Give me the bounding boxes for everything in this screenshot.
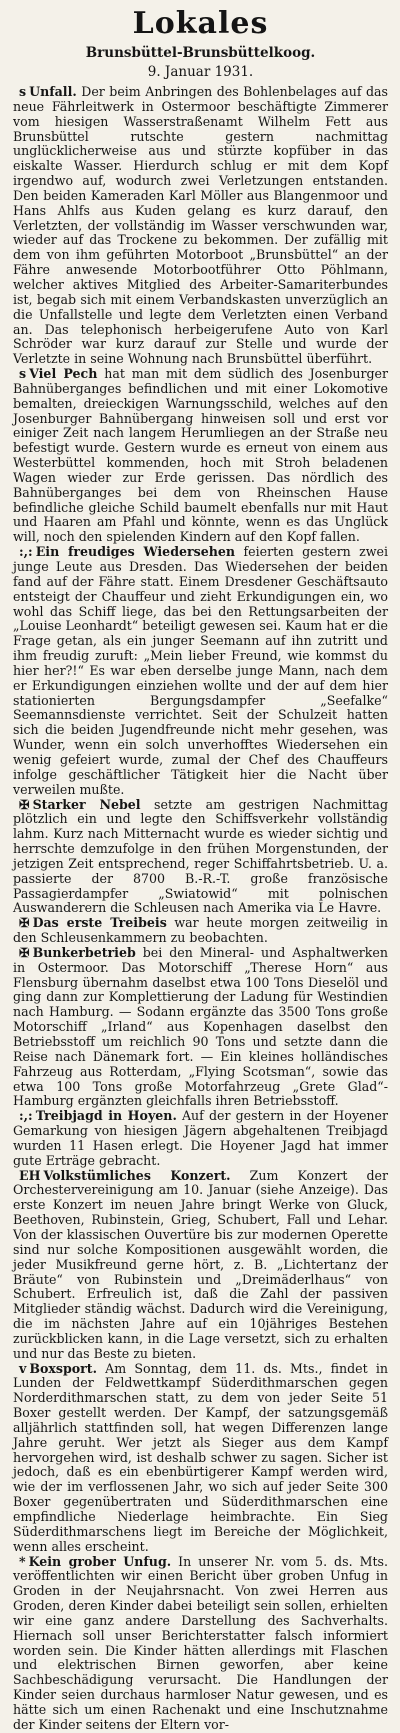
article-headline: Boxsport. <box>29 1360 98 1376</box>
article-marker: * <box>19 1553 26 1569</box>
article-viel-pech <box>13 367 388 545</box>
article-headline: Viel Pech <box>29 366 98 382</box>
article-konzert <box>13 1169 388 1362</box>
article-marker: v <box>19 1360 27 1376</box>
article-body: Am Sonntag, dem 11. ds. Mts., findet in Lunden der Feldwettkampf Süderdithmarschen gegen Norderdithmarschen statt, zu dem von jeder Seite 51 Boxer gestellt werden. Der Kampf, der satzungsgemäß alljährlich stattfinden soll, hat wegen Differenzen lange Jahre geruht. Wer jetzt als Sieger aus dem Kampf hervorgehen wird, ist deshalb schwer zu sagen. Sicher ist jedoch, daß es ein ebenbürtigerer Kampf werden wird, wie der im verflossenen Jahr, wo sich auf jeder Seite 300 Boxer gegenübertraten und Süderdithmarschen eine empfindliche Niederlage heimbrachte. Ein Sieg Süderdithmarschens liegt im Bereiche der Möglichkeit, wenn alles erscheint. <box>13 1360 388 1554</box>
article-body: setzte am gestrigen Nachmittag plötzlich ein und legte den Schiffsverkehr vollständig lahm. Kurz nach Mitternacht wurde es wieder sichtig und herrschte demzufolge in den frühen Morgenstunden, der jetzigen Zeit entsprechend, reger Schiffahrtsbetrieb. U. a. passierte der 8700 B.-R.-T. große französische Passagierdampfer „Swiatowid“ mit polnischen Auswanderern die Schleusen nach Amerika via Le Havre. <box>13 796 389 916</box>
article-body: bei den Mineral- und Asphaltwerken in Ostermoor. Das Motorschiff „Therese Horn“ aus Flensburg übernahm daselbst etwa 100 Tons Dieselöl und ging dann zur Komplettierung der Ladung für Westindien nach Hamburg. — Sodann ergänzte das 3500 Tons große Motorschiff „Irland“ aus Kopenhagen daselbst den Betriebsstoff um reichlich 90 Tons und setzte dann die Reise nach Dänemark fort. — Ein kleines holländisches Fahrzeug aus Rotterdam, „Flying Scotsman“, sowie das etwa 100 Tons große Motorfahrzeug „Grete Glad“-Hamburg ergänzten gleichfalls ihren Betriebsstoff. <box>13 944 388 1109</box>
article-unfall <box>13 85 388 367</box>
article-bunkerbetrieb <box>13 946 388 1109</box>
article-wiedersehen <box>13 545 388 797</box>
article-headline: Treibjagd in Hoyen. <box>35 1108 177 1124</box>
dateline: Brunsbüttel-Brunsbüttelkoog. <box>85 45 316 61</box>
article-body: Zum Konzert der Orchestervereinigung am 10. Januar (siehe Anzeige). Das erste Konzert im neuen Jahre bringt Werke von Gluck, Beethoven, Rubinstein, Grieg, Schubert, Fall und Lehar. Von der klassischen Ouvertüre bis zur modernen Operette sind nur solche Kompositionen ausgewählt worden, die jeder Musikfreund gerne hört, z. B. „Lichtertanz der Bräute“ von Rubinstein und „Dreimäderlhaus“ von Schubert. Erfreulich ist, daß die Zahl der passiven Mitglieder ständig wächst. Dadurch wird die Vereinigung, die im nächsten Jahre auf ein 10jähriges Bestehen zurückblicken kann, in die Lage versetzt, sich zu erhalten und nur das Beste zu bieten. <box>13 1167 388 1361</box>
article-body: feierten gestern zwei junge Leute aus Dresden. Das Wiedersehen der beiden fand auf der Fähre statt. Einem Dresdener Geschäftsauto entsteigt der Chauffeur und zieht Erkundigungen ein, wo wohl das Schiff liege, das bei den Rettungsarbeiten der „Louise Leonhardt“ beteiligt gewesen sei. Kaum hat er die Frage getan, als ein junger Seemann auf ihn zutritt und ihm freudig zuruft: „Mein lieber Freund, wie kommst du hier her?!“ Es war eben derselbe junge Mann, nach dem er Erkundigungen einziehen wollte und der auf dem hier stationierten Bergungsdampfer „Seefalke“ Seemannsdienste verrichtet. Seit der Schulzeit hatten sich die beiden Jugendfreunde nicht mehr gesehen, was Wunder, wenn ein solch unverhofftes Wiedersehen ein wenig gefeiert wurde, zumal der Chef des Chauffeurs infolge geschäftlicher Tätigkeit hier die Nacht über verweilen mußte. <box>13 544 388 797</box>
article-body: hat man mit dem südlich des Josenburger Bahnüberganges befindlichen und mit einer Lokomotive bemalten, dreieckigen Warnungsschild, welches auf den Josenburger Bahnübergang hinweisen soll und erst vor einiger Zeit nach langem Herumliegen an der Straße neu befestigt wurde. Gestern wurde es erneut von einem aus Westerbüttel kommenden, hoch mit Stroh beladenen Wagen wieder zur Erde gerissen. Das nördlich des Bahnüberganges bei dem von Rheinschen Hause befindliche gleiche Schild baumelt ebenfalls nur mit Haut und Haaren am Pfahl und könnte, wenn es das Unglück will, noch den spielenden Kindern auf den Kopf fallen. <box>13 366 388 545</box>
article-marker: ✠ <box>19 796 30 812</box>
article-marker: ✠ <box>19 944 30 960</box>
article-headline: Das erste Treibeis <box>32 915 167 931</box>
article-kein-grober-unfug <box>13 1555 388 1733</box>
issue-date: 9. Januar 1931. <box>147 64 254 80</box>
article-marker: s <box>19 366 27 382</box>
article-marker: ✠ <box>19 915 30 931</box>
article-headline: Bunkerbetrieb <box>32 944 136 960</box>
article-nebel <box>13 798 388 917</box>
article-marker: :,: <box>19 1108 33 1124</box>
article-headline: Volkstümliches Konzert. <box>43 1167 231 1183</box>
article-boxsport <box>13 1362 388 1555</box>
article-headline: Starker Nebel <box>32 796 141 812</box>
article-body: In unserer Nr. vom 5. ds. Mts. veröffentlichten wir einen Bericht über groben Unfug in Groden in der Neujahrsnacht. Von zwei Herren aus Groden, deren Kinder dabei beteiligt sein sollen, erhielten wir eine ganz andere Darstellung des Sachverhalts. Hiernach soll unser Berichterstatter falsch informiert worden sein. Die Kinder hätten allerdings mit Flaschen und elektrischen Birnen geworfen, aber keine Sachbeschädigung verursacht. Die Handlungen der Kinder seien durchaus harmloser Natur gewesen, und es hätte sich um einen Rachenakt und eine Inschutznahme der Kinder seitens der Eltern vor- <box>13 1553 388 1732</box>
article-body: war heute morgen zeitweilig in den Schleusenkammern zu beobachten. <box>13 915 388 946</box>
article-headline: Unfall. <box>29 84 77 99</box>
article-body: Auf der gestern in der Hoyener Gemarkung von hiesigen Jägern abgehaltenen Treibjagd wurden 11 Hasen erlegt. Die Hoyener Jagd hat immer gute Erträge gebracht. <box>13 1108 388 1168</box>
article-marker: s <box>19 84 27 99</box>
article-headline: Kein grober Unfug. <box>28 1553 172 1569</box>
article-body: Der beim Anbringen des Bohlenbelages auf das neue Fährleitwerk in Ostermoor beschäftigte Zimmerer vom hiesigen Wasserstraßenamt Wilhelm Fett aus Brunsbüttel rutschte gestern nachmittag unglücklicherweise aus und stürzte kopfüber in das eiskalte Wasser. Hierdurch schlug er mit dem Kopf irgendwo auf, wodurch zwei Verletzungen entstanden. Den beiden Kameraden Karl Möller aus Blangenmoor und Hans Ahlfs aus Kuden gelang es kurz darauf, den Verletzten, der vollständig im Wasser verschwunden war, wieder auf das Trockene zu bekommen. Der zufällig mit dem von ihm geführten Motorboot „Brunsbüttel“ an der Fähre anwesende Motorbootführer Otto Pöhlmann, welcher aktives Mitglied des Arbeiter-Samariterbundes ist, begab sich mit einem Verbandskasten unverzüglich an die Unfallstelle und legte dem Verletzten einen Verband an. Das telephonisch herbeigerufene Auto von Karl Schröder war kurz darauf zur Stelle und wurde der Verletzte in seine Wohnung nach Brunsbüttel überführt. <box>13 84 388 367</box>
article-marker: :,: <box>19 544 33 560</box>
article-marker: EH <box>19 1167 41 1183</box>
section-masthead: Lokales <box>132 6 269 41</box>
article-treibeis <box>13 916 388 946</box>
article-headline: Ein freudiges Wiedersehen <box>35 544 236 560</box>
article-treibjagd <box>13 1109 388 1168</box>
